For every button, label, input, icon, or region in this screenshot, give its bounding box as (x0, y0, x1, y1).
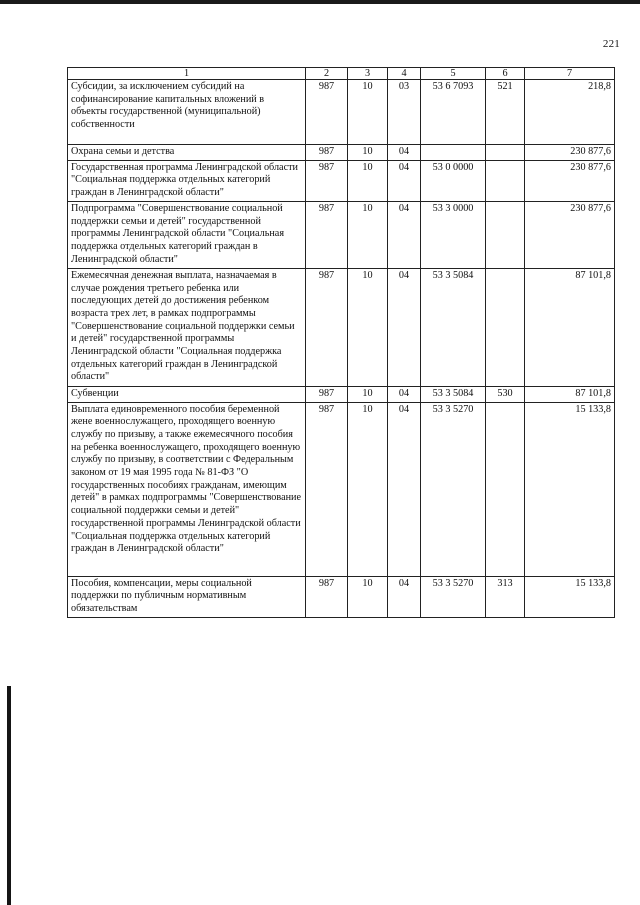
row-grbs: 987 (306, 80, 348, 145)
table-row (68, 145, 615, 161)
table-row (68, 160, 615, 201)
col-header-3: 3 (348, 68, 388, 80)
row-amount: 230 877,6 (525, 145, 615, 161)
row-target-article: 53 3 5084 (421, 268, 486, 386)
table-row (68, 268, 615, 386)
row-section: 10 (348, 160, 388, 201)
row-expense-type (486, 402, 525, 576)
row-name: Ежемесячная денежная выплата, назначаемая в случае рождения третьего ребенка или последующих детей до достижения ребенком возраста трех лет, в рамках подпрограммы "Совершенствование социальной поддержки семьи и детей" государственной программы Ленинградской области "Социальная поддержка отдельных категорий граждан в Ленинградской области" (68, 268, 306, 386)
row-grbs: 987 (306, 402, 348, 576)
row-section: 10 (348, 402, 388, 576)
row-target-article: 53 3 0000 (421, 201, 486, 268)
col-header-4: 4 (388, 68, 421, 80)
row-subsection: 04 (388, 201, 421, 268)
row-section: 10 (348, 386, 388, 402)
row-name: Государственная программа Ленинградской области "Социальная поддержка отдельных категорий граждан в Ленинградской области" (68, 160, 306, 201)
row-subsection: 04 (388, 402, 421, 576)
row-amount: 218,8 (525, 80, 615, 145)
row-name: Выплата единовременного пособия беременной жене военнослужащего, проходящего военную службу по призыву, а также ежемесячного пособия на ребенка военнослужащего, проходящего военную службу по призыву, в соответствии с Федеральным законом от 19 мая 1995 года № 81-ФЗ "О государственных пособиях гражданам, имеющим детей" в рамках подпрограммы "Совершенствование социальной поддержки семьи и детей" государственной программы Ленинградской области "Социальная поддержка отдельных категорий граждан в Ленинградской области" (68, 402, 306, 576)
row-expense-type: 530 (486, 386, 525, 402)
row-amount: 87 101,8 (525, 268, 615, 386)
row-section: 10 (348, 576, 388, 617)
row-subsection: 04 (388, 386, 421, 402)
row-expense-type (486, 268, 525, 386)
row-name: Подпрограмма "Совершенствование социальной поддержки семьи и детей" государственной программы Ленинградской области "Социальная поддержка отдельных категорий граждан в Ленинградской области" (68, 201, 306, 268)
row-amount: 15 133,8 (525, 576, 615, 617)
row-name: Охрана семьи и детства (68, 145, 306, 161)
row-name: Пособия, компенсации, меры социальной поддержки по публичным нормативным обязательствам (68, 576, 306, 617)
row-target-article (421, 145, 486, 161)
budget-table (67, 67, 615, 618)
row-grbs: 987 (306, 268, 348, 386)
row-expense-type: 521 (486, 80, 525, 145)
left-scan-margin-bar (7, 686, 11, 905)
row-amount: 230 877,6 (525, 201, 615, 268)
row-section: 10 (348, 80, 388, 145)
row-expense-type (486, 160, 525, 201)
row-expense-type (486, 201, 525, 268)
row-subsection: 04 (388, 268, 421, 386)
row-target-article: 53 0 0000 (421, 160, 486, 201)
row-grbs: 987 (306, 386, 348, 402)
row-section: 10 (348, 201, 388, 268)
table-row (68, 576, 615, 617)
row-expense-type (486, 145, 525, 161)
row-name: Субсидии, за исключением субсидий на софинансирование капитальных вложений в объекты государственной (муниципальной) собственности (68, 80, 306, 145)
row-expense-type: 313 (486, 576, 525, 617)
row-grbs: 987 (306, 201, 348, 268)
row-subsection: 03 (388, 80, 421, 145)
row-amount: 15 133,8 (525, 402, 615, 576)
header-row (68, 68, 615, 80)
table-row (68, 386, 615, 402)
row-amount: 230 877,6 (525, 160, 615, 201)
row-grbs: 987 (306, 145, 348, 161)
row-grbs: 987 (306, 576, 348, 617)
row-subsection: 04 (388, 576, 421, 617)
page-number: 221 (602, 38, 620, 50)
top-border-rule (0, 0, 640, 4)
row-target-article: 53 3 5084 (421, 386, 486, 402)
col-header-5: 5 (421, 68, 486, 80)
table-row (68, 201, 615, 268)
row-section: 10 (348, 268, 388, 386)
row-subsection: 04 (388, 160, 421, 201)
col-header-2: 2 (306, 68, 348, 80)
row-target-article: 53 3 5270 (421, 576, 486, 617)
col-header-6: 6 (486, 68, 525, 80)
col-header-1: 1 (68, 68, 306, 80)
table-row (68, 402, 615, 576)
row-section: 10 (348, 145, 388, 161)
row-target-article: 53 3 5270 (421, 402, 486, 576)
row-target-article: 53 6 7093 (421, 80, 486, 145)
row-amount: 87 101,8 (525, 386, 615, 402)
row-subsection: 04 (388, 145, 421, 161)
table-row (68, 80, 615, 145)
row-name: Субвенции (68, 386, 306, 402)
col-header-7: 7 (525, 68, 615, 80)
row-grbs: 987 (306, 160, 348, 201)
